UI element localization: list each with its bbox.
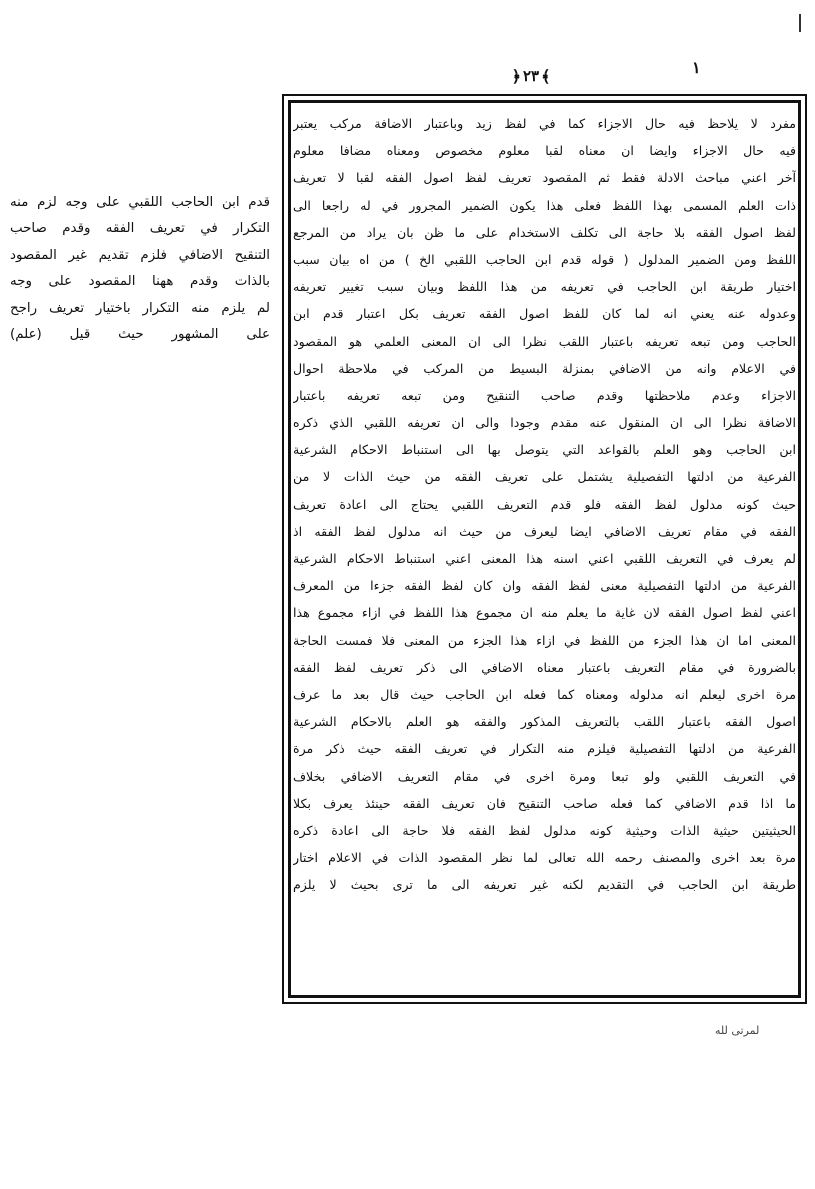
text-line: اعني لفظ اصول الفقه لان غاية ما يعلم منه ان مجموع هذا اللفظ في ازاء مجموع هذا bbox=[293, 605, 796, 621]
text-line: الاجزاء وعدم ملاحظتها وقدم صاحب التنقيح ومن تبعه تعريفه باعتبار bbox=[293, 387, 796, 403]
text-line: طريقة ابن الحاجب في التقديم لكنه غير تعريفه الى ما ترى بحيث لا يلزم bbox=[293, 877, 796, 893]
text-line: ابن الحاجب وهو العلم بالقواعد التي يتوصل بها الى استنباط الاحكام الشرعية bbox=[293, 442, 796, 458]
text-line: اللفظ ومن الضمير المدلول ( قوله قدم ابن الحاجب اللقبي الخ ) من اه بيان سبب bbox=[293, 251, 796, 267]
header-page-number: ٢٣ bbox=[522, 67, 540, 85]
margin-note-line: بالذات وقدم ههنا المقصود على وجه bbox=[10, 274, 270, 290]
text-line: بالضرورة في مقام التعريف باعتبار معناه الاضافي الى ذكر تعريف لفظ الفقه bbox=[293, 659, 796, 675]
text-line: الفقه في مقام تعريف الاضافي ايضا ليعرف من حيث انه مدلول لفظ الفقه اذ bbox=[293, 523, 796, 539]
text-line: الفرعية من ادلتها التفصيلية يشتمل على تعريف الفقه من حيث الذات لا من bbox=[293, 469, 796, 485]
ornament-left: ﴿ bbox=[511, 66, 521, 86]
margin-note-line: على المشهور حيث قيل (علم) bbox=[10, 326, 270, 342]
text-line: الحاجب ومن تبعه تعريفه باعتبار اللقب نظرا الى ان المعنى العلمي هو المقصود bbox=[293, 333, 796, 349]
text-line: المعنى اما ان هذا الجزء من اللفظ في ازاء هذا الجزء من المعنى فلا فمست الحاجة bbox=[293, 632, 796, 648]
header-ornament bbox=[494, 62, 568, 90]
text-line: الفرعية من ادلتها التفصيلية فيلزم منه التكرار في تعريف الفقه حيث ذكر مرة bbox=[293, 741, 796, 757]
text-line: آخر اعني مباحث الادلة فقط ثم المقصود تعريف لفظ اصول الفقه لقبا لا تعريف bbox=[293, 170, 796, 186]
text-line: ما اذا قدم الاضافي كما فعله صاحب التنقيح فان تعريف الفقه حينئذ يعرف بكلا bbox=[293, 795, 796, 811]
text-line: وعدوله عنه يعني انه لما كان للفظ اصول الفقه تعريف بكل اعتبار قدم ابن bbox=[293, 306, 796, 322]
text-line: مفرد لا يلاحظ فيه حال الاجزاء كما في لفظ زيد وباعتبار الاضافة مركب يعتبر bbox=[293, 116, 796, 131]
text-line: ذات العلم المسمى بهذا اللفظ فعلى هذا يكون الضمير المجرور في له راجعا الى bbox=[293, 197, 796, 213]
main-text-block bbox=[293, 110, 796, 998]
margin-note-line: التكرار في تعريف الفقه وقدم صاحب bbox=[10, 221, 270, 237]
text-line: في الاعلام وانه من الاضافي بمنزلة البسيط من المركب في ملاحظة احوال bbox=[293, 360, 796, 376]
text-line: فيه حال الاجزاء وايضا ان معناه لقبا معلوم مخصوص ومعناه مضافا معلوم bbox=[293, 143, 796, 159]
text-line: لفظ اصول الفقه بلا حاجة الى تكلف الاستخدام على ما ظن بان يراد من المرجع bbox=[293, 224, 796, 240]
margin-note-line: لم يلزم منه التكرار باختيار تعريف راجح bbox=[10, 300, 270, 316]
text-line: مرة بعد اخرى والمصنف رحمه الله تعالى لما نظر المقصود الذات في الاعلام اختار bbox=[293, 850, 796, 866]
page-number: ١ bbox=[692, 58, 701, 77]
margin-note bbox=[10, 190, 270, 348]
corner-mark bbox=[799, 14, 801, 32]
text-line: في التعريف اللقبي ولو تبعا ومرة اخرى في مقام التعريف الاضافي بخلاف bbox=[293, 768, 796, 784]
text-line: الفرعية من ادلتها التفصيلية معنى لفظ الفقه وان كان لفظ الفقه جزءا من المعرف bbox=[293, 578, 796, 594]
text-line: لم يعرف في التعريف اللقبي اعني اسنه هذا المعنى اعني استنباط الاحكام الشرعية bbox=[293, 551, 796, 566]
footer-mark: لمرتی لله bbox=[715, 1024, 760, 1037]
margin-note-line: التنقيح الاضافي فلزم تقديم غير المقصود bbox=[10, 247, 270, 263]
text-line: اختيار طريقة ابن الحاجب في تعريفه من هذا اللفظ وبيان سبب تغيير تعريفه bbox=[293, 279, 796, 295]
ornament-right: ﴾ bbox=[541, 66, 551, 86]
text-line: الاضافة نظرا الى ان المنقول عنه مقدم وجودا والى ان تعريفه اللقبي الذي ذكره bbox=[293, 415, 796, 431]
text-line: الحيثيتين حيثية الذات وحيثية كونه مدلول لفظ الفقه فلا حاجة الى اعادة ذكره bbox=[293, 822, 796, 838]
text-line: مرة اخرى ليعلم انه مدلوله ومعناه كما فعله ابن الحاجب حيث قال بعد ما عرف bbox=[293, 686, 796, 702]
text-line: حيث كونه مدلول لفظ الفقه فلو قدم التعريف اللقبي يحتاج الى اعادة تعريف bbox=[293, 496, 796, 512]
margin-note-line: قدم ابن الحاجب اللقبي على وجه لزم منه bbox=[10, 195, 270, 210]
text-line: اصول الفقه باعتبار اللقب بالتعريف المذكور والفقه هو العلم بالاحكام الشرعية bbox=[293, 714, 796, 730]
